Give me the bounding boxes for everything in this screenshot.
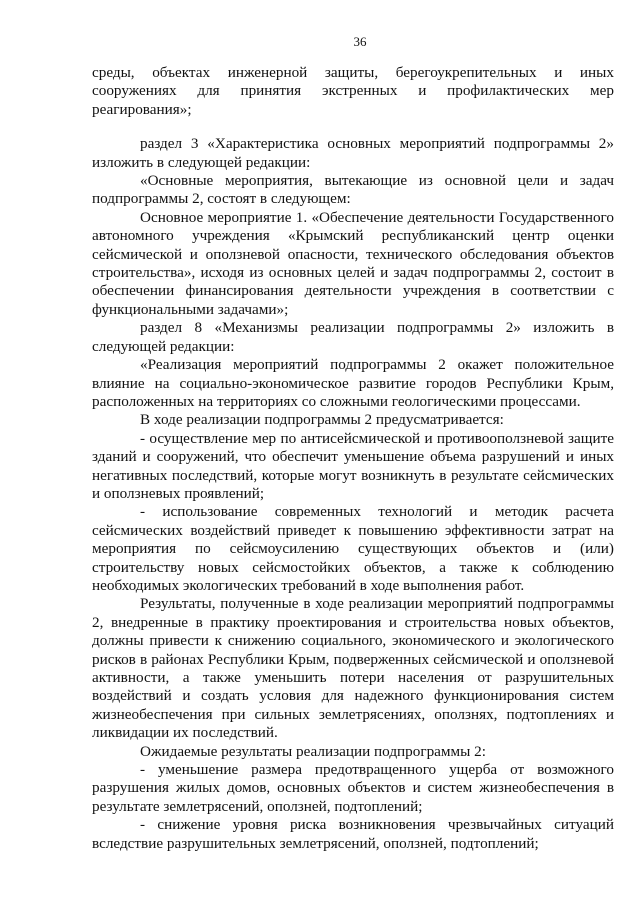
list-item-risk-reduction: - снижение уровня риска возникновения чрезвычайных ситуаций вследствие разрушительных землетрясений, оползней, подтоплений; xyxy=(92,816,614,852)
list-item-damage-reduction: - уменьшение размера предотвращенного ущерба от возможного разрушения жилых домов, основных объектов и систем жизнеобеспечения в результате землетрясений, оползней, подтоплений; xyxy=(92,761,614,815)
paragraph-implementation-impact: «Реализация мероприятий подпрограммы 2 окажет положительное влияние на социально-экономическое развитие городов Республики Крым, расположенных на территориях со сложными геологическими процессами. xyxy=(92,356,614,410)
paragraph-provisions-intro: В ходе реализации подпрограммы 2 предусматривается: xyxy=(140,411,504,429)
paragraph-expected-results-heading: Ожидаемые результаты реализации подпрограммы 2: xyxy=(140,742,486,760)
paragraph-section-3-heading: раздел 3 «Характеристика основных мероприятий подпрограммы 2» изложить в следующей редакции: xyxy=(92,135,614,171)
list-item-modern-technologies: - использование современных технологий и методик расчета сейсмических воздействий приведет к повышению эффективности затрат на мероприятия по сейсмоусилению существующих объектов и (или) строительству новых сейсмостойких объектов, а также к соблюдению необходимых экологических требований в ходе выполнения работ. xyxy=(92,503,614,594)
paragraph-section-8-heading: раздел 8 «Механизмы реализации подпрограммы 2» изложить в следующей редакции: xyxy=(92,319,614,355)
paragraph-main-measures-intro: «Основные мероприятия, вытекающие из основной цели и задач подпрограммы 2, состоят в следующем: xyxy=(92,172,614,208)
paragraph-main-measure-1: Основное мероприятие 1. «Обеспечение деятельности Государственного автономного учреждения «Крымский республиканский центр оценки сейсмической и оползневой опасности, технического обследования объектов строительства», исходя из основных целей и задач подпрограммы 2, состоит в обеспечении финансирования деятельности учреждения в соответствии с функциональными задачами»; xyxy=(92,208,614,318)
page-number: 36 xyxy=(353,34,367,49)
paragraph-continuation: среды, объектах инженерной защиты, берегоукрепительных и иных сооружениях для принятия экстренных и профилактических мер реагирования»; xyxy=(92,64,614,118)
list-item-antiseismic-measures: - осуществление мер по антисейсмической и противооползневой защите зданий и сооружений, что обеспечит уменьшение объема разрушений и иных негативных последствий, которые могут возникнуть в результате сейсмических и оползневых проявлений; xyxy=(92,429,614,502)
paragraph-results: Результаты, полученные в ходе реализации мероприятий подпрограммы 2, внедренные в практику проектирования и строительства новых объектов, должны привести к снижению социального, экономического и экологического рисков в районах Республики Крым, подверженных сейсмической и оползневой активности, а также уменьшить потери населения от разрушительных воздействий и создать условия для надежного функционирования систем жизнеобеспечения при сильных землетрясениях, оползнях, подтоплениях и ликвидации их последствий. xyxy=(92,595,614,742)
